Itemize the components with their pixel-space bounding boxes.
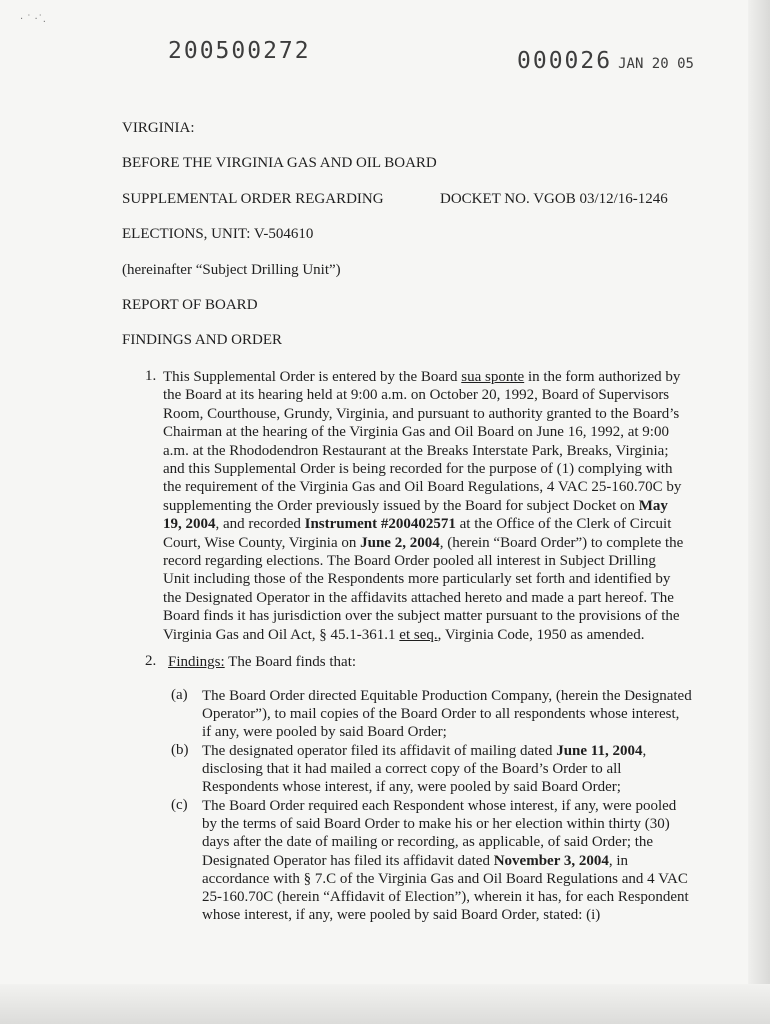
report-heading: REPORT OF BOARD [122, 297, 258, 313]
item-b-body-2: , disclosing that it had mailed a correct copy of the Board’s Order to all Respondents whose interest, if any, were pooled by said Board Order; [202, 743, 647, 796]
p1-sua-sponte: sua sponte [461, 369, 525, 385]
findings-label: Findings: [168, 654, 225, 670]
paragraph-1 [163, 368, 685, 644]
p1-et-seq: et seq. [399, 626, 438, 643]
docket-number: DOCKET NO. VGOB 03/12/16-1246 [440, 191, 668, 207]
p1-text-2: in the form authorized by the Board at its hearing held at 9:00 a.m. on October 20, 1992, Board of Supervisors Room, Courthouse, Grundy, Virginia, and pursuant to authority granted to the Board’s Chairman at the hearing of the Virginia Gas and Oil Board on June 16, 1992, at 9:00 a.m. at the Rhododendron Restaurant at the Breaks Interstate Park, Breaks, Virginia; and this Supplemental Order is being recorded for the purpose of (1) complying with the requirement of the Virginia Gas and Oil Board Regulations, 4 VAC 25-160.70C by supplementing the Order previously issued by the Board for subject Docket on [163, 369, 682, 514]
p1-text-3: , and recorded [215, 516, 305, 533]
item-b-date: June 11, 2004 [556, 743, 643, 759]
item-a-text [202, 687, 692, 742]
page-number-stamp [517, 48, 694, 74]
paragraph-2 [168, 653, 668, 671]
item-c-body-1: The Board Order required each Respondent whose interest, if any, were pooled by the terms of said Board Order to make his or her election within thirty (30) days after the date of mailing or recording, as applicable, of said Order; the Designated Operator has filed its affidavit dated [202, 798, 677, 869]
scan-specks: · ˙ ·˙. [20, 14, 46, 25]
item-c-label: (c) [171, 797, 188, 813]
scan-shadow-right [748, 0, 770, 1024]
findings-intro: The Board finds that: [224, 654, 357, 670]
stamp-date: JAN 20 05 [618, 56, 694, 72]
p1-instrument-number: Instrument #200402571 [304, 516, 456, 533]
p1-text-6: , Virginia Code, 1950 as amended. [437, 626, 645, 643]
item-b-body-1: The designated operator filed its affidavit of mailing dated [202, 743, 557, 759]
state-heading: VIRGINIA: [122, 120, 195, 136]
p1-text-1: This Supplemental Order is entered by the Board [163, 369, 462, 385]
paragraph-1-number: 1. [145, 368, 157, 384]
item-b-text [202, 742, 692, 797]
unit-heading: ELECTIONS, UNIT: V-504610 [122, 226, 314, 242]
item-b-label: (b) [171, 742, 189, 758]
item-c-body-2: , in accordance with § 7.C of the Virginia Gas and Oil Board Regulations and 4 VAC 25-160.70C (herein “Affidavit of Election”), wherein it has, for each Respondent whose interest, if any, were pooled by said Board Order, stated: (i) [202, 852, 689, 924]
instrument-number-stamp: 200500272 [168, 38, 311, 64]
item-a-label: (a) [171, 687, 188, 703]
item-a-body: The Board Order directed Equitable Production Company, (herein the Designated Operator”), to mail copies of the Board Order to all respondents whose interest, if any, were pooled by said Board Order; [202, 688, 692, 741]
p1-text-4: at the Office of the Clerk of Circuit Court, Wise County, Virginia on [163, 516, 672, 551]
hereinafter-line: (hereinafter “Subject Drilling Unit”) [122, 262, 341, 278]
p1-order-date: May 19, 2004 [163, 497, 668, 533]
page-number: 000026 [517, 48, 613, 74]
item-c-text [202, 797, 692, 924]
p1-recorded-date: June 2, 2004 [360, 534, 440, 551]
scan-shadow-bottom [0, 984, 770, 1024]
order-heading: SUPPLEMENTAL ORDER REGARDING [122, 191, 384, 207]
paragraph-2-number: 2. [145, 653, 157, 669]
findings-heading: FINDINGS AND ORDER [122, 332, 283, 348]
p1-text-5: , (herein “Board Order”) to complete the record regarding elections. The Board Order pooled all interest in Subject Drilling Unit including those of the Respondents more particularly set forth and identified by the Designated Operator in the affidavits attached hereto and made a part hereof. The Board finds it has jurisdiction over the subject matter pursuant to the provisions of the Virginia Gas and Oil Act, § 45.1-361.1 [163, 534, 684, 643]
item-c-date: November 3, 2004 [493, 852, 609, 869]
board-heading: BEFORE THE VIRGINIA GAS AND OIL BOARD [122, 155, 437, 171]
